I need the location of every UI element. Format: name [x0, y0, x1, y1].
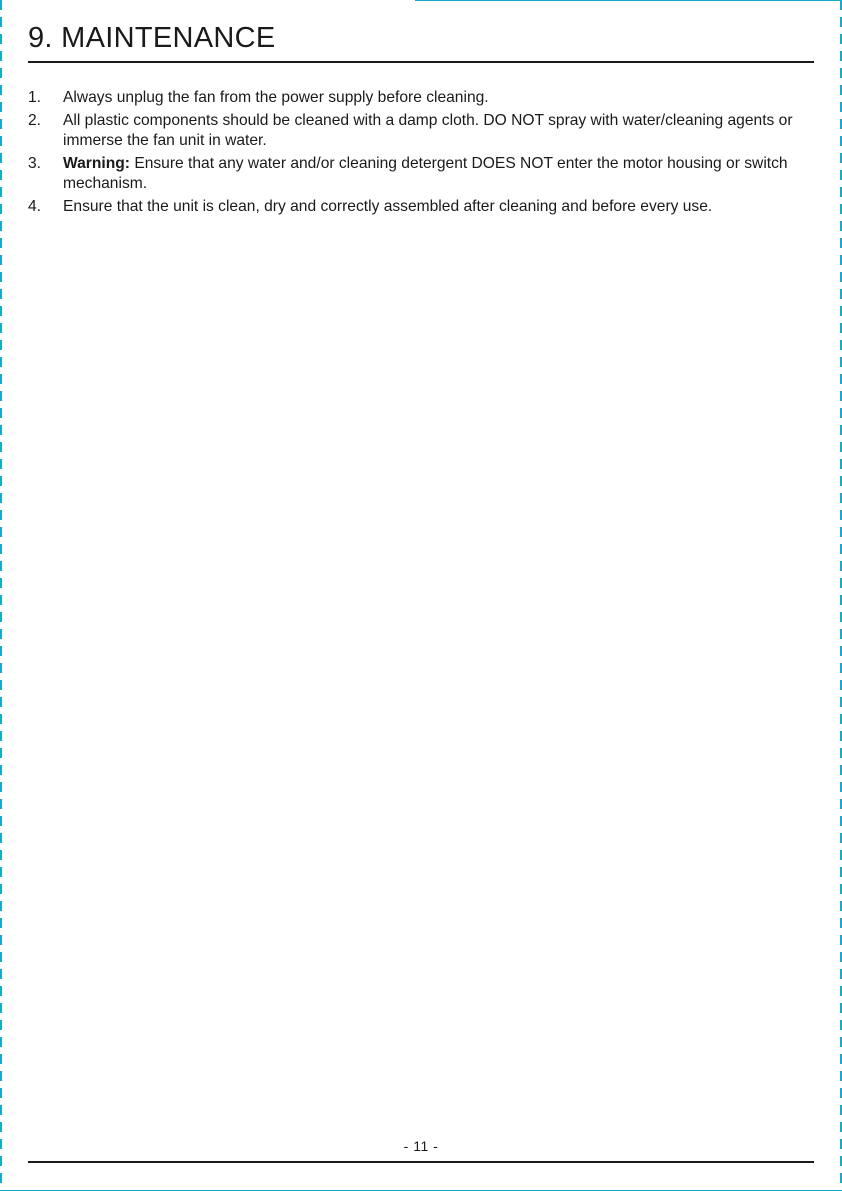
section-title: 9. MAINTENANCE [28, 22, 276, 54]
page-number: - 11 - [403, 1138, 439, 1154]
list-item [28, 88, 818, 108]
step-text [63, 197, 818, 217]
step-body: Always unplug the fan from the power supply before cleaning. [63, 89, 489, 106]
footer-divider [28, 1161, 814, 1163]
step-body: All plastic components should be cleaned with a damp cloth. DO NOT spray with water/cleaning agents or immerse the fan unit in water. [63, 112, 793, 149]
step-number: 1. [28, 89, 42, 106]
step-number: 2. [28, 112, 42, 129]
list-item [28, 111, 818, 151]
list-item [28, 154, 818, 194]
step-number: 3. [28, 155, 42, 172]
step-number: 4. [28, 198, 42, 215]
step-text [63, 154, 818, 194]
maintenance-steps-list [28, 88, 818, 220]
warning-label: Warning: [63, 155, 130, 172]
list-item [28, 197, 818, 217]
left-cut-mark [0, 0, 2, 1191]
step-text [63, 88, 818, 108]
step-body: Ensure that any water and/or cleaning detergent DOES NOT enter the motor housing or switch mechanism. [63, 155, 788, 192]
top-cut-mark [0, 0, 842, 1]
step-text [63, 111, 818, 151]
title-divider [28, 61, 814, 63]
step-body: Ensure that the unit is clean, dry and correctly assembled after cleaning and before every use. [63, 198, 713, 215]
